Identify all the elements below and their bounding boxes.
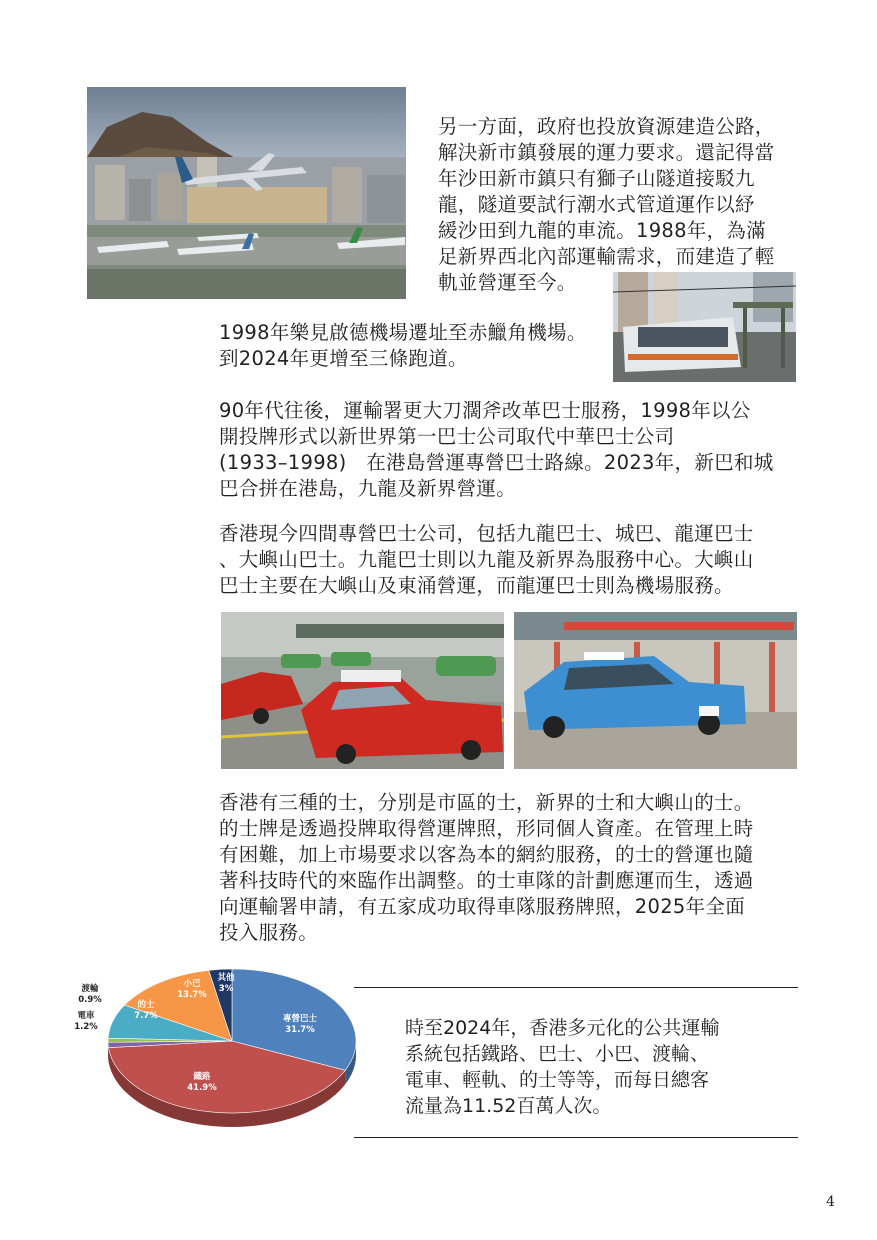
pie-label-tram-name: 電車 — [77, 1011, 95, 1021]
airport-photo — [87, 87, 406, 299]
airport-paragraph: 1998年樂見啟德機場遷址至赤鱲角機場。 到2024年更增至三條跑道。 — [219, 321, 587, 370]
pie-label-minibus-name: 小巴 — [183, 979, 201, 989]
blue-taxi-photo — [514, 612, 797, 769]
pie-label-franchised_bus-name: 專營巴士 — [282, 1014, 318, 1024]
pie-label-taxi-value: 7.7% — [134, 1011, 158, 1021]
page-number: 4 — [826, 1194, 835, 1210]
pie-label-tram-value: 1.2% — [74, 1022, 98, 1032]
roads-paragraph: 另一方面，政府也投放資源建造公路， 解決新市鎮發展的運力要求。還記得當 年沙田新市鎮只有獅子山隧道接駁九 龍，隧道要試行潮水式管道運作以紓 緩沙田到九龍的車流。1988年，為滿 足新界西北內部運輸需求，而建造了輕 軌並營運至今。 — [438, 115, 775, 294]
pie-label-others-name: 其他 — [217, 973, 235, 983]
red-taxi-photo — [221, 612, 504, 769]
pie-label-taxi-name: 的士 — [137, 1000, 155, 1010]
light-rail-photo — [613, 272, 796, 382]
pie-label-others-value: 3% — [218, 984, 234, 994]
pie-label-minibus-value: 13.7% — [177, 990, 207, 1000]
pie-label-ferry-value: 0.9% — [78, 995, 102, 1005]
bus-reform-paragraph: 90年代往後，運輸署更大刀濶斧改革巴士服務，1998年以公 開投牌形式以新世界第一巴士公司取代中華巴士公司 (1933–1998) 在港島營運專營巴士路線。2023年，新巴和城 巴合拼在港島，九龍及新界營運。 — [219, 399, 774, 500]
callout-text: 時至2024年，香港多元化的公共運輸 系統包括鐵路、巴士、小巴、渡輪、 電車、輕軌、的士等等，而每日總客 流量為11.52百萬人次。 — [405, 1017, 720, 1117]
callout-bottom-rule — [354, 1137, 798, 1138]
pie-label-franchised_bus-value: 31.7% — [285, 1025, 315, 1035]
bus-companies-paragraph: 香港現今四間專營巴士公司，包括九龍巴士、城巴、龍運巴士 、大嶼山巴士。九龍巴士則以九龍及新界為服務中心。大嶼山 巴士主要在大嶼山及東涌營運，而龍運巴士則為機場服務。 — [219, 522, 754, 597]
taxi-paragraph: 香港有三種的士，分別是市區的士，新界的士和大嶼山的士。 的士牌是透過投牌取得營運牌照，形同個人資產。在管理上時 有困難，加上市場要求以客為本的網約服務，的士的營運也隨 著科技時代的來臨作出調整。的士車隊的計劃應運而生，透過 向運輸署申請，有五家成功取得車隊服務牌照，2025年全面 投入服務。 — [219, 791, 754, 944]
pie-label-rail-value: 41.9% — [187, 1083, 217, 1093]
modal-share-chart — [70, 955, 370, 1155]
pie-chart-svg — [70, 955, 370, 1155]
callout-top-rule — [354, 987, 798, 988]
pie-label-rail-name: 鐵路 — [193, 1072, 211, 1082]
pie-label-ferry-name: 渡輪 — [81, 984, 99, 994]
